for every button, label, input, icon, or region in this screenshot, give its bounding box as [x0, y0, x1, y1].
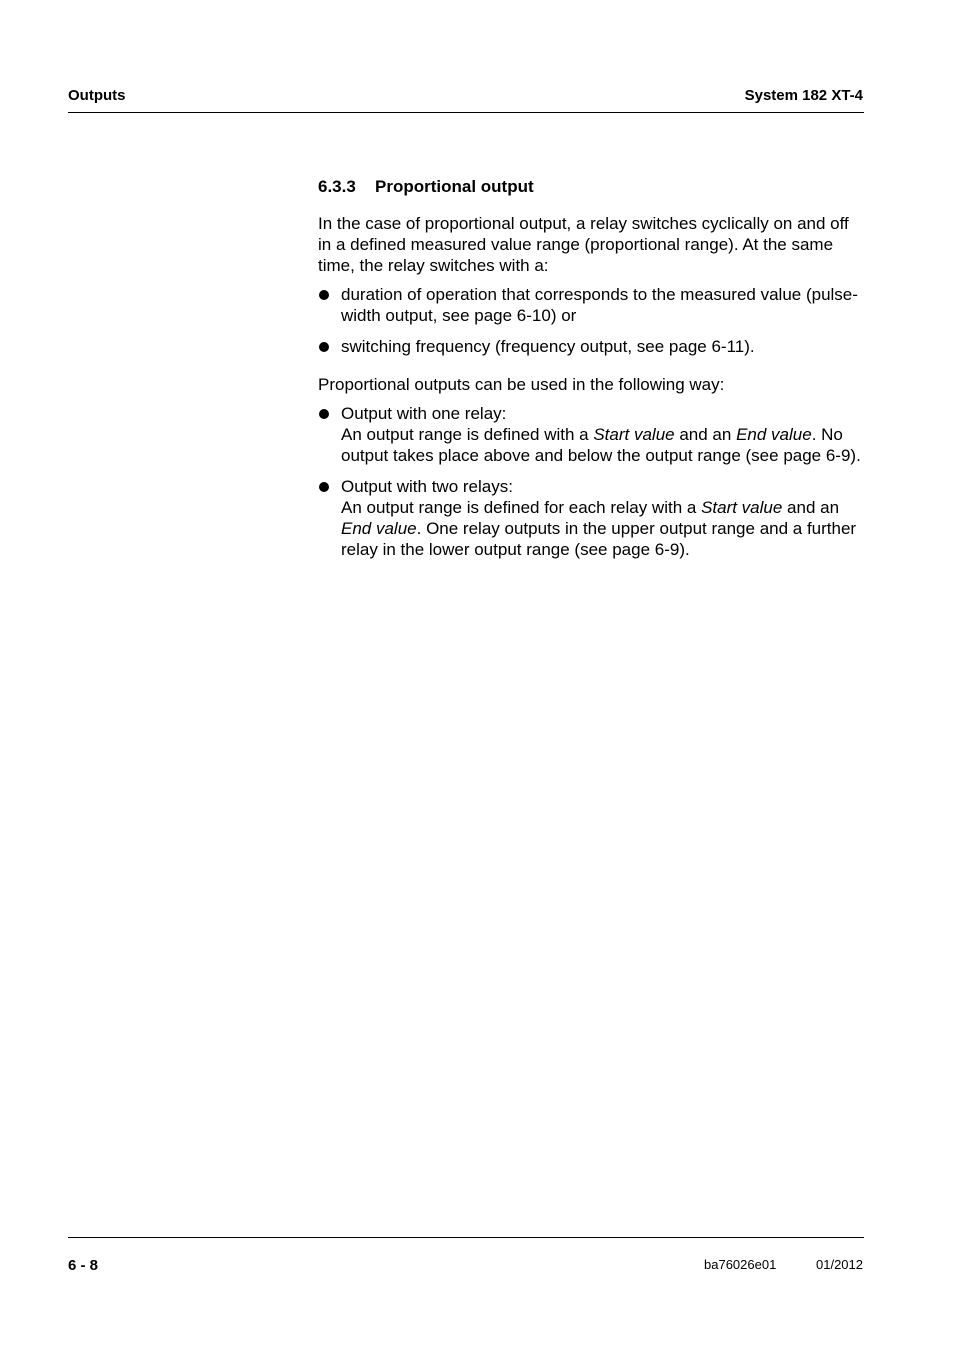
section-heading — [318, 176, 864, 197]
list-item-heading: Output with one relay: — [341, 404, 507, 423]
list-item-text: An output range is defined for each relay with a — [341, 498, 702, 517]
end-value-term: End value — [736, 425, 812, 444]
output-type-list — [318, 284, 864, 357]
document-date: 01/2012 — [816, 1257, 863, 1272]
start-value-term: Start value — [701, 498, 783, 517]
list-item — [318, 403, 864, 466]
list-item-text: . One relay outputs in the upper output range and a further relay in the lower output range (see page 6-9). — [341, 519, 857, 559]
header-section-title: Outputs — [68, 87, 126, 104]
list-item-heading: Output with two relays: — [341, 477, 513, 496]
page-number: 6 - 8 — [68, 1257, 99, 1274]
footer-divider — [68, 1237, 864, 1238]
intro-paragraph: In the case of proportional output, a relay switches cyclically on and off in a defined measured value range (proportional range). At the same time, the relay switches with a: — [318, 214, 849, 275]
list-item-text: and an — [674, 425, 737, 444]
list-item — [318, 476, 864, 560]
list-item-text: and an — [782, 498, 840, 517]
header-divider — [68, 112, 864, 113]
end-value-term: End value — [341, 519, 417, 538]
main-content — [318, 176, 864, 560]
list-item: duration of operation that corresponds to the measured value (pulse-width output, see page 6-10) or — [318, 284, 864, 326]
list-item: switching frequency (frequency output, see page 6-11). — [318, 336, 864, 357]
usage-list — [318, 403, 864, 560]
section-title: Proportional output — [375, 177, 534, 196]
list-item-text: . No output takes place above and below the output range (see page 6-9). — [341, 425, 861, 465]
list-item-text: An output range is defined with a — [341, 425, 594, 444]
document-id: ba76026e01 — [704, 1257, 777, 1272]
usage-paragraph: Proportional outputs can be used in the following way: — [318, 375, 725, 394]
start-value-term: Start value — [593, 425, 675, 444]
section-number: 6.3.3 — [318, 177, 356, 196]
header-product-name: System 182 XT-4 — [744, 87, 863, 104]
